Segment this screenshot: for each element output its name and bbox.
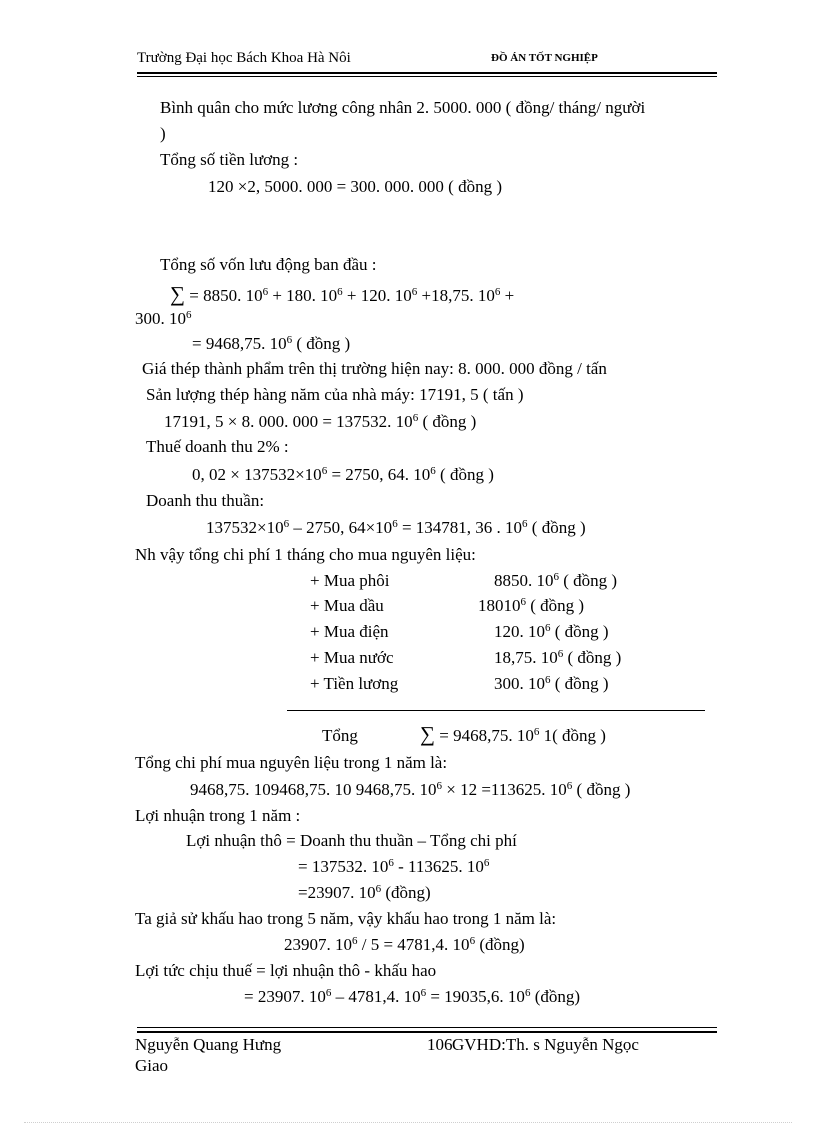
cost-item-value: 300. $10^6$ ( đồng ) [494, 674, 609, 693]
line-monthly-cost-title: Nh vậy tổng chi phí 1 tháng cho mua nguyên liệu: [135, 545, 476, 564]
cost-item-value: 18,75. $10^6$ ( đồng ) [494, 648, 622, 667]
line-net-revenue-title: Doanh thu thuần: [146, 491, 265, 510]
cost-total-label: Tổng [322, 726, 358, 745]
line-total-wage-calc: 120 ×2, 5000. 000 = 300. 000. 000 ( đồng ) [208, 177, 502, 196]
line-total-wage-title: Tổng số tiền lương : [160, 150, 299, 169]
line-taxable-income-calc: = 23907. $10^6 - 4781,4$. $10^6 = 19035,6$. $10^6$ (đồng) [244, 987, 581, 1006]
line-gross-profit-result: =23907. $10^6$ (đồng) [298, 883, 431, 902]
line-depreciation-calc: 23907. $10^6 / 5 = 4781,4$. $10^6$ (đồng) [284, 935, 525, 954]
cost-item-value: 18010$^6$ ( đồng ) [478, 596, 585, 615]
cost-item-label: + Mua phôi [310, 571, 390, 590]
cost-item-label: + Mua điện [310, 622, 389, 641]
line-annual-output: Sản lượng thép hàng năm của nhà máy: 17191, 5 ( tấn ) [146, 385, 524, 404]
cost-item-value: 120. $10^6$ ( đồng ) [494, 622, 609, 641]
line-taxable-income-title: Lợi tức chịu thuế = lợi nhuận thô - khấu hao [135, 961, 437, 980]
sigma-symbol: ∑ [420, 722, 435, 746]
line-sales-tax-calc: 0, $02 \times 137532\times 10^6 = 2750$, 64. $10^6$ ( đồng ) [192, 465, 494, 484]
footer-rule-top [137, 1027, 717, 1028]
cost-total-value: ∑ = 9468,75. $10^6$ 1( đồng ) [420, 722, 606, 746]
footer-rule-bottom [137, 1031, 717, 1033]
line-annual-cost-calc: 9468,75. 109468,75. 10 9468,75. $10^6 \times 12 =113625$. $10^6$ ( đồng ) [190, 780, 631, 799]
line-working-capital-title: Tổng số vốn lưu động ban đầu : [160, 255, 377, 274]
line-annual-cost-title: Tổng chi phí mua nguyên liệu trong 1 năm là: [135, 753, 448, 772]
footer-author: Nguyễn Quang Hưng [135, 1035, 282, 1054]
sum-divider-line [287, 710, 705, 711]
sigma-symbol: ∑ [170, 282, 185, 306]
cost-item-value: 8850. $10^6$ ( đồng ) [494, 571, 618, 590]
line-gross-profit-calc: = 137532. $10^6 - 113625$. $10^6$ [298, 857, 490, 876]
cost-item-label: + Tiền lương [310, 674, 399, 693]
line-sales-tax-title: Thuế doanh thu 2% : [146, 437, 289, 456]
line-profit-title: Lợi nhuận trong 1 năm : [135, 806, 301, 825]
line-net-revenue-calc: $137532\times 10^6 - 2750$, $64\times 10^6 = 134781$, 36 . $10^6$ ( đồng ) [206, 518, 586, 537]
footer-page-number: 106 [427, 1035, 453, 1054]
line-avg-wage-cont: ) [160, 124, 166, 143]
line-avg-wage: Bình quân cho mức lương công nhân 2. 5000. 000 ( đồng/ tháng/ người [160, 98, 646, 117]
footer-advisor: GVHD:Th. s Nguyễn Ngọc [452, 1035, 639, 1054]
header-project-title: ĐỒ ÁN TỐT NGHIỆP [491, 52, 598, 64]
line-revenue-calc: 17191, 5 × 8. 000. 000 = 137532. $10^6$ ( đồng ) [164, 412, 477, 431]
header-rule-bottom [137, 76, 717, 77]
line-working-capital-sum-cont: 300. $10^6$ [135, 309, 192, 328]
line-gross-profit-formula: Lợi nhuận thô = Doanh thu thuần – Tổng chi phí [186, 831, 517, 850]
line-steel-price: Giá thép thành phẩm trên thị trường hiện nay: 8. 000. 000 đồng / tấn [142, 359, 607, 378]
header-school: Trường Đại học Bách Khoa Hà Nôi [137, 50, 351, 66]
line-working-capital-sum: ∑ = 8850. $10^6 + 180$. $10^6 + 120$. $10^6 +18,75$. $10^6$ + [170, 282, 515, 306]
line-depreciation-title: Ta giả sử khấu hao trong 5 năm, vậy khấu hao trong 1 năm là: [135, 909, 557, 928]
footer-advisor-cont: Giao [135, 1056, 169, 1075]
header-rule-top [137, 72, 717, 74]
cost-item-label: + Mua nước [310, 648, 394, 667]
cost-item-label: + Mua dầu [310, 596, 384, 615]
line-working-capital-result: = 9468,75. $10^6$ ( đồng ) [192, 334, 351, 353]
